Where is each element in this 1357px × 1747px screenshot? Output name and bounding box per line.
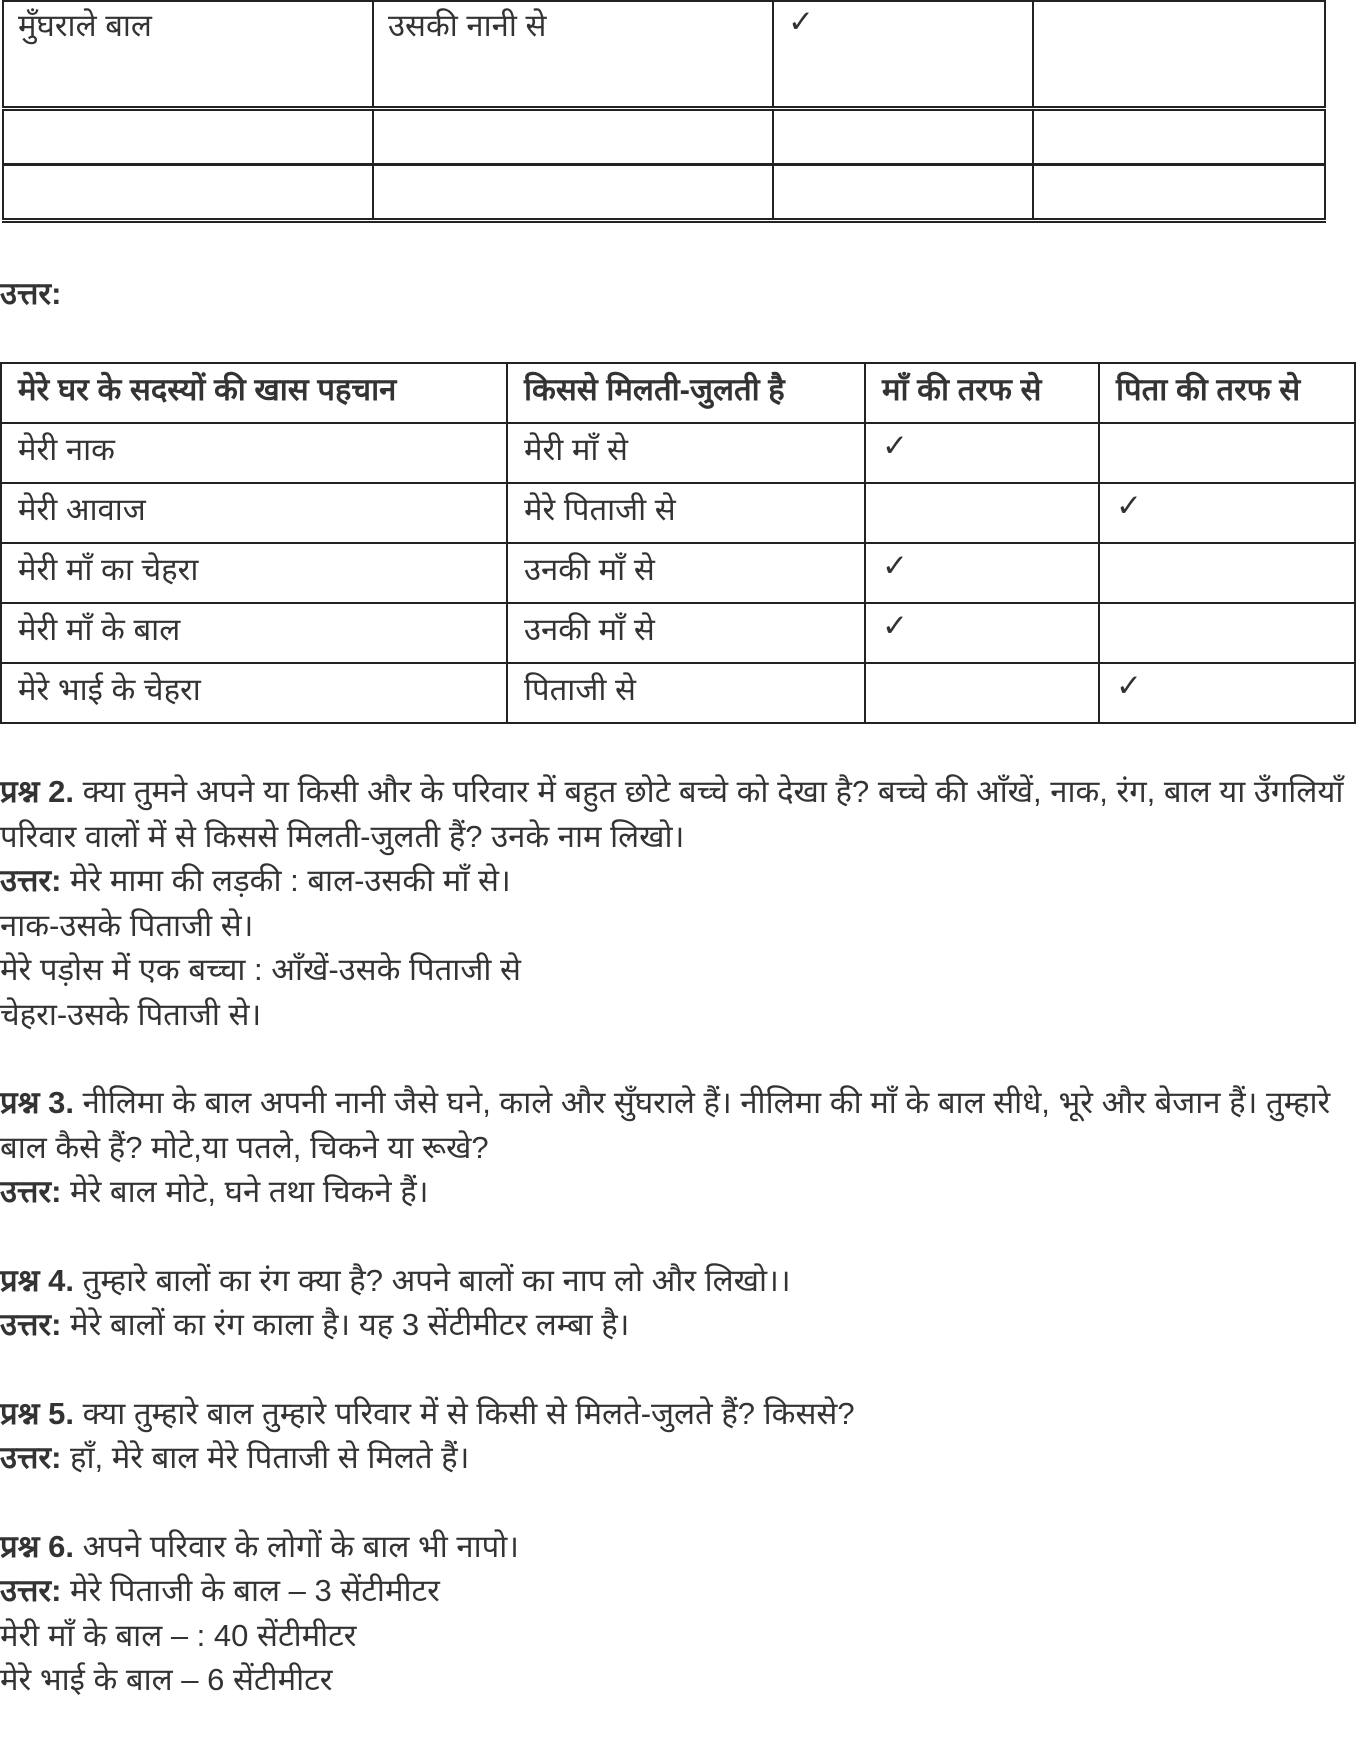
question-label: प्रश्न 4. (0, 1262, 75, 1298)
question-label: प्रश्न 6. (0, 1528, 75, 1564)
cell: मुँघराले बाल (3, 1, 373, 109)
cell: उनकी माँ से (507, 543, 865, 603)
cell (1033, 1, 1325, 109)
cell (1099, 543, 1355, 603)
cell: उनकी माँ से (507, 603, 865, 663)
answer-label: उत्तर: (0, 1573, 62, 1608)
question-text: नीलिमा के बाल अपनी नानी जैसे घने, काले और सुँघराले हैं। नीलिमा की माँ के बाल सीधे, भूरे और बेजान हैं। तुम्हारे बाल कैसे हैं? मोटे,या पतले, चिकने या रूखे? (0, 1085, 1331, 1165)
table-row (1, 423, 1355, 483)
cell (3, 165, 373, 221)
question-text: क्या तुमने अपने या किसी और के परिवार में बहुत छोटे बच्चे को देखा है? बच्चे की आँखें, नाक, रंग, बाल या उँगलियाँ परिवार वालों में से किससे मिलती-जुलती हैं? उनके नाम लिखो। (0, 774, 1344, 854)
table-row (3, 165, 1325, 221)
table-row (3, 109, 1325, 165)
answer-line: मेरे मामा की लड़की : बाल-उसकी माँ से। (61, 863, 511, 898)
qa-block (0, 1081, 1350, 1215)
cell: ✓ (865, 543, 1099, 603)
questions-answers (0, 770, 1350, 1747)
answer-line: चेहरा-उसके पिताजी से। (0, 996, 262, 1032)
qa-block (0, 1392, 1350, 1481)
question-label: प्रश्न 2. (0, 774, 75, 809)
column-header: पिता की तरफ से (1099, 363, 1355, 423)
cell: ✓ (1099, 663, 1355, 723)
column-header: किससे मिलती-जुलती है (507, 363, 865, 423)
question-text: अपने परिवार के लोगों के बाल भी नापो। (74, 1528, 520, 1564)
answer-label: उत्तर: (0, 276, 62, 311)
question-label: प्रश्न 5. (0, 1395, 75, 1431)
cell: मेरी माँ के बाल (1, 603, 507, 663)
answer-line: मेरे पिताजी के बाल – 3 सेंटीमीटर (61, 1573, 440, 1608)
table-row (1, 483, 1355, 543)
cell (1033, 109, 1325, 165)
cell: ✓ (865, 603, 1099, 663)
top-table (2, 0, 1326, 223)
cell: मेरे भाई के चेहरा (1, 663, 507, 723)
cell (1033, 165, 1325, 221)
answer-label: उत्तर: (0, 1307, 62, 1342)
cell: ✓ (865, 423, 1099, 483)
cell (865, 483, 1099, 543)
cell (773, 165, 1033, 221)
cell (1099, 603, 1355, 663)
cell (865, 663, 1099, 723)
answer-line: मेरी माँ के बाल – : 40 सेंटीमीटर (0, 1617, 357, 1653)
question-text: क्या तुम्हारे बाल तुम्हारे परिवार में से किसी से मिलते-जुलते हैं? किससे? (74, 1395, 855, 1431)
cell: उसकी नानी से (373, 1, 773, 109)
table-row (1, 663, 1355, 723)
cell: मेरे पिताजी से (507, 483, 865, 543)
cell: मेरी माँ से (507, 423, 865, 483)
family-features-table (0, 362, 1356, 724)
qa-block (0, 1525, 1350, 1703)
cell: मेरी माँ का चेहरा (1, 543, 507, 603)
cell (373, 165, 773, 221)
cell (3, 109, 373, 165)
table-row (3, 1, 1325, 109)
cell: मेरी नाक (1, 423, 507, 483)
cell: मेरी आवाज (1, 483, 507, 543)
answer-line: मेरे पड़ोस में एक बच्चा : आँखें-उसके पिताजी से (0, 952, 521, 987)
column-header: मेरे घर के सदस्यों की खास पहचान (1, 363, 507, 423)
question-text: तुम्हारे बालों का रंग क्या है? अपने बालों का नाप लो और लिखो।। (74, 1262, 791, 1298)
header-row (1, 363, 1355, 423)
table-row (1, 543, 1355, 603)
cell (773, 109, 1033, 165)
cell (373, 109, 773, 165)
answer-line: हाँ, मेरे बाल मेरे पिताजी से मिलते हैं। (61, 1440, 470, 1475)
qa-block (0, 770, 1350, 1037)
answer-label: उत्तर: (0, 1174, 62, 1209)
table-row (1, 603, 1355, 663)
answer-line: नाक-उसके पिताजी से। (0, 907, 254, 943)
qa-block (0, 1259, 1350, 1348)
column-header: माँ की तरफ से (865, 363, 1099, 423)
answer-line: मेरे बाल मोटे, घने तथा चिकने हैं। (61, 1174, 429, 1209)
question-label: प्रश्न 3. (0, 1085, 75, 1120)
answer-line: मेरे भाई के बाल – 6 सेंटीमीटर (0, 1662, 333, 1697)
answer-label: उत्तर: (0, 863, 62, 898)
cell (1099, 423, 1355, 483)
cell: ✓ (1099, 483, 1355, 543)
answer-label: उत्तर: (0, 1440, 62, 1475)
answer-line: मेरे बालों का रंग काला है। यह 3 सेंटीमीटर लम्बा है। (61, 1307, 630, 1342)
cell: ✓ (773, 1, 1033, 109)
cell: पिताजी से (507, 663, 865, 723)
